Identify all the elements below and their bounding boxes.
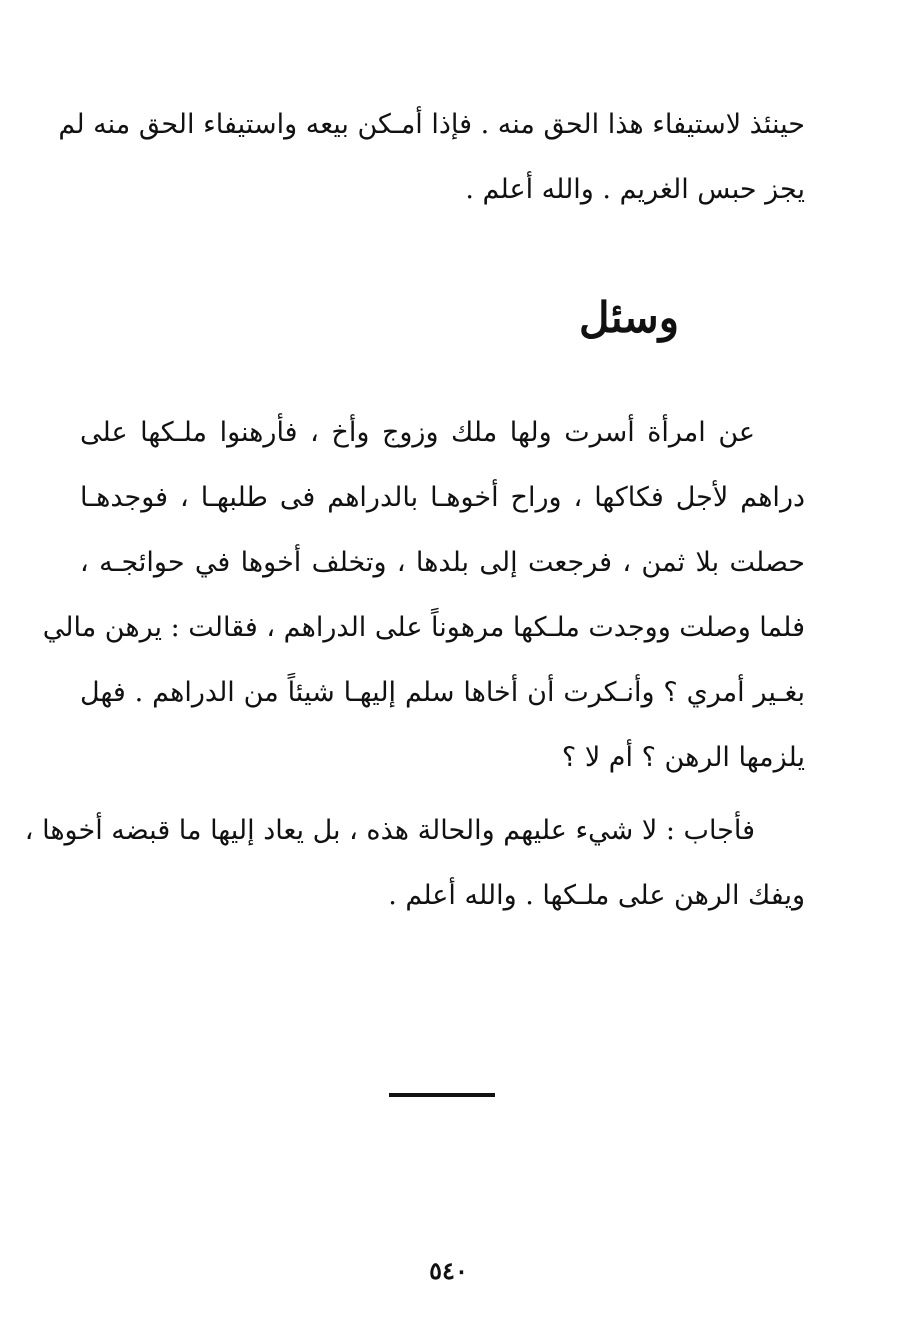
section-heading: وسئل bbox=[579, 293, 679, 342]
text-line: فلما وصلت ووجدت ملـكها مرهوناً على الدراهم ، فقالت : يرهن مالي bbox=[42, 612, 805, 643]
section-end-rule bbox=[389, 1093, 495, 1097]
text-line: دراهم لأجل فكاكها ، وراح أخوهـا بالدراهم فى طلبهـا ، فوجدهـا bbox=[80, 482, 805, 513]
text-line: عن امرأة أسرت ولها ملك وزوج وأخ ، فأرهنوا ملـكها على bbox=[80, 417, 755, 448]
page-number: ٥٤٠ bbox=[429, 1256, 468, 1285]
text-line: يلزمها الرهن ؟ أم لا ؟ bbox=[561, 742, 805, 773]
text-line: حصلت بلا ثمن ، فرجعت إلى بلدها ، وتخلف أخوها في حوائجـه ، bbox=[80, 547, 805, 578]
paragraph-answer bbox=[24, 798, 805, 928]
text-line: فأجاب : لا شيء عليهم والحالة هذه ، بل يعاد إليها ما قبضه أخوها ، bbox=[24, 815, 755, 846]
text-line: يجز حبس الغريم . والله أعلم . bbox=[465, 174, 805, 205]
paragraph-answer-continuation bbox=[58, 92, 805, 222]
paragraph-question bbox=[42, 400, 805, 790]
text-line: حينئذ لاستيفاء هذا الحق منه . فإذا أمـكن بيعه واستيفاء الحق منه لم bbox=[58, 109, 805, 140]
text-line: ويفك الرهن على ملـكها . والله أعلم . bbox=[388, 880, 805, 911]
text-line: بغـير أمري ؟ وأنـكرت أن أخاها سلم إليهـا شيئاً من الدراهم . فهل bbox=[80, 677, 805, 708]
